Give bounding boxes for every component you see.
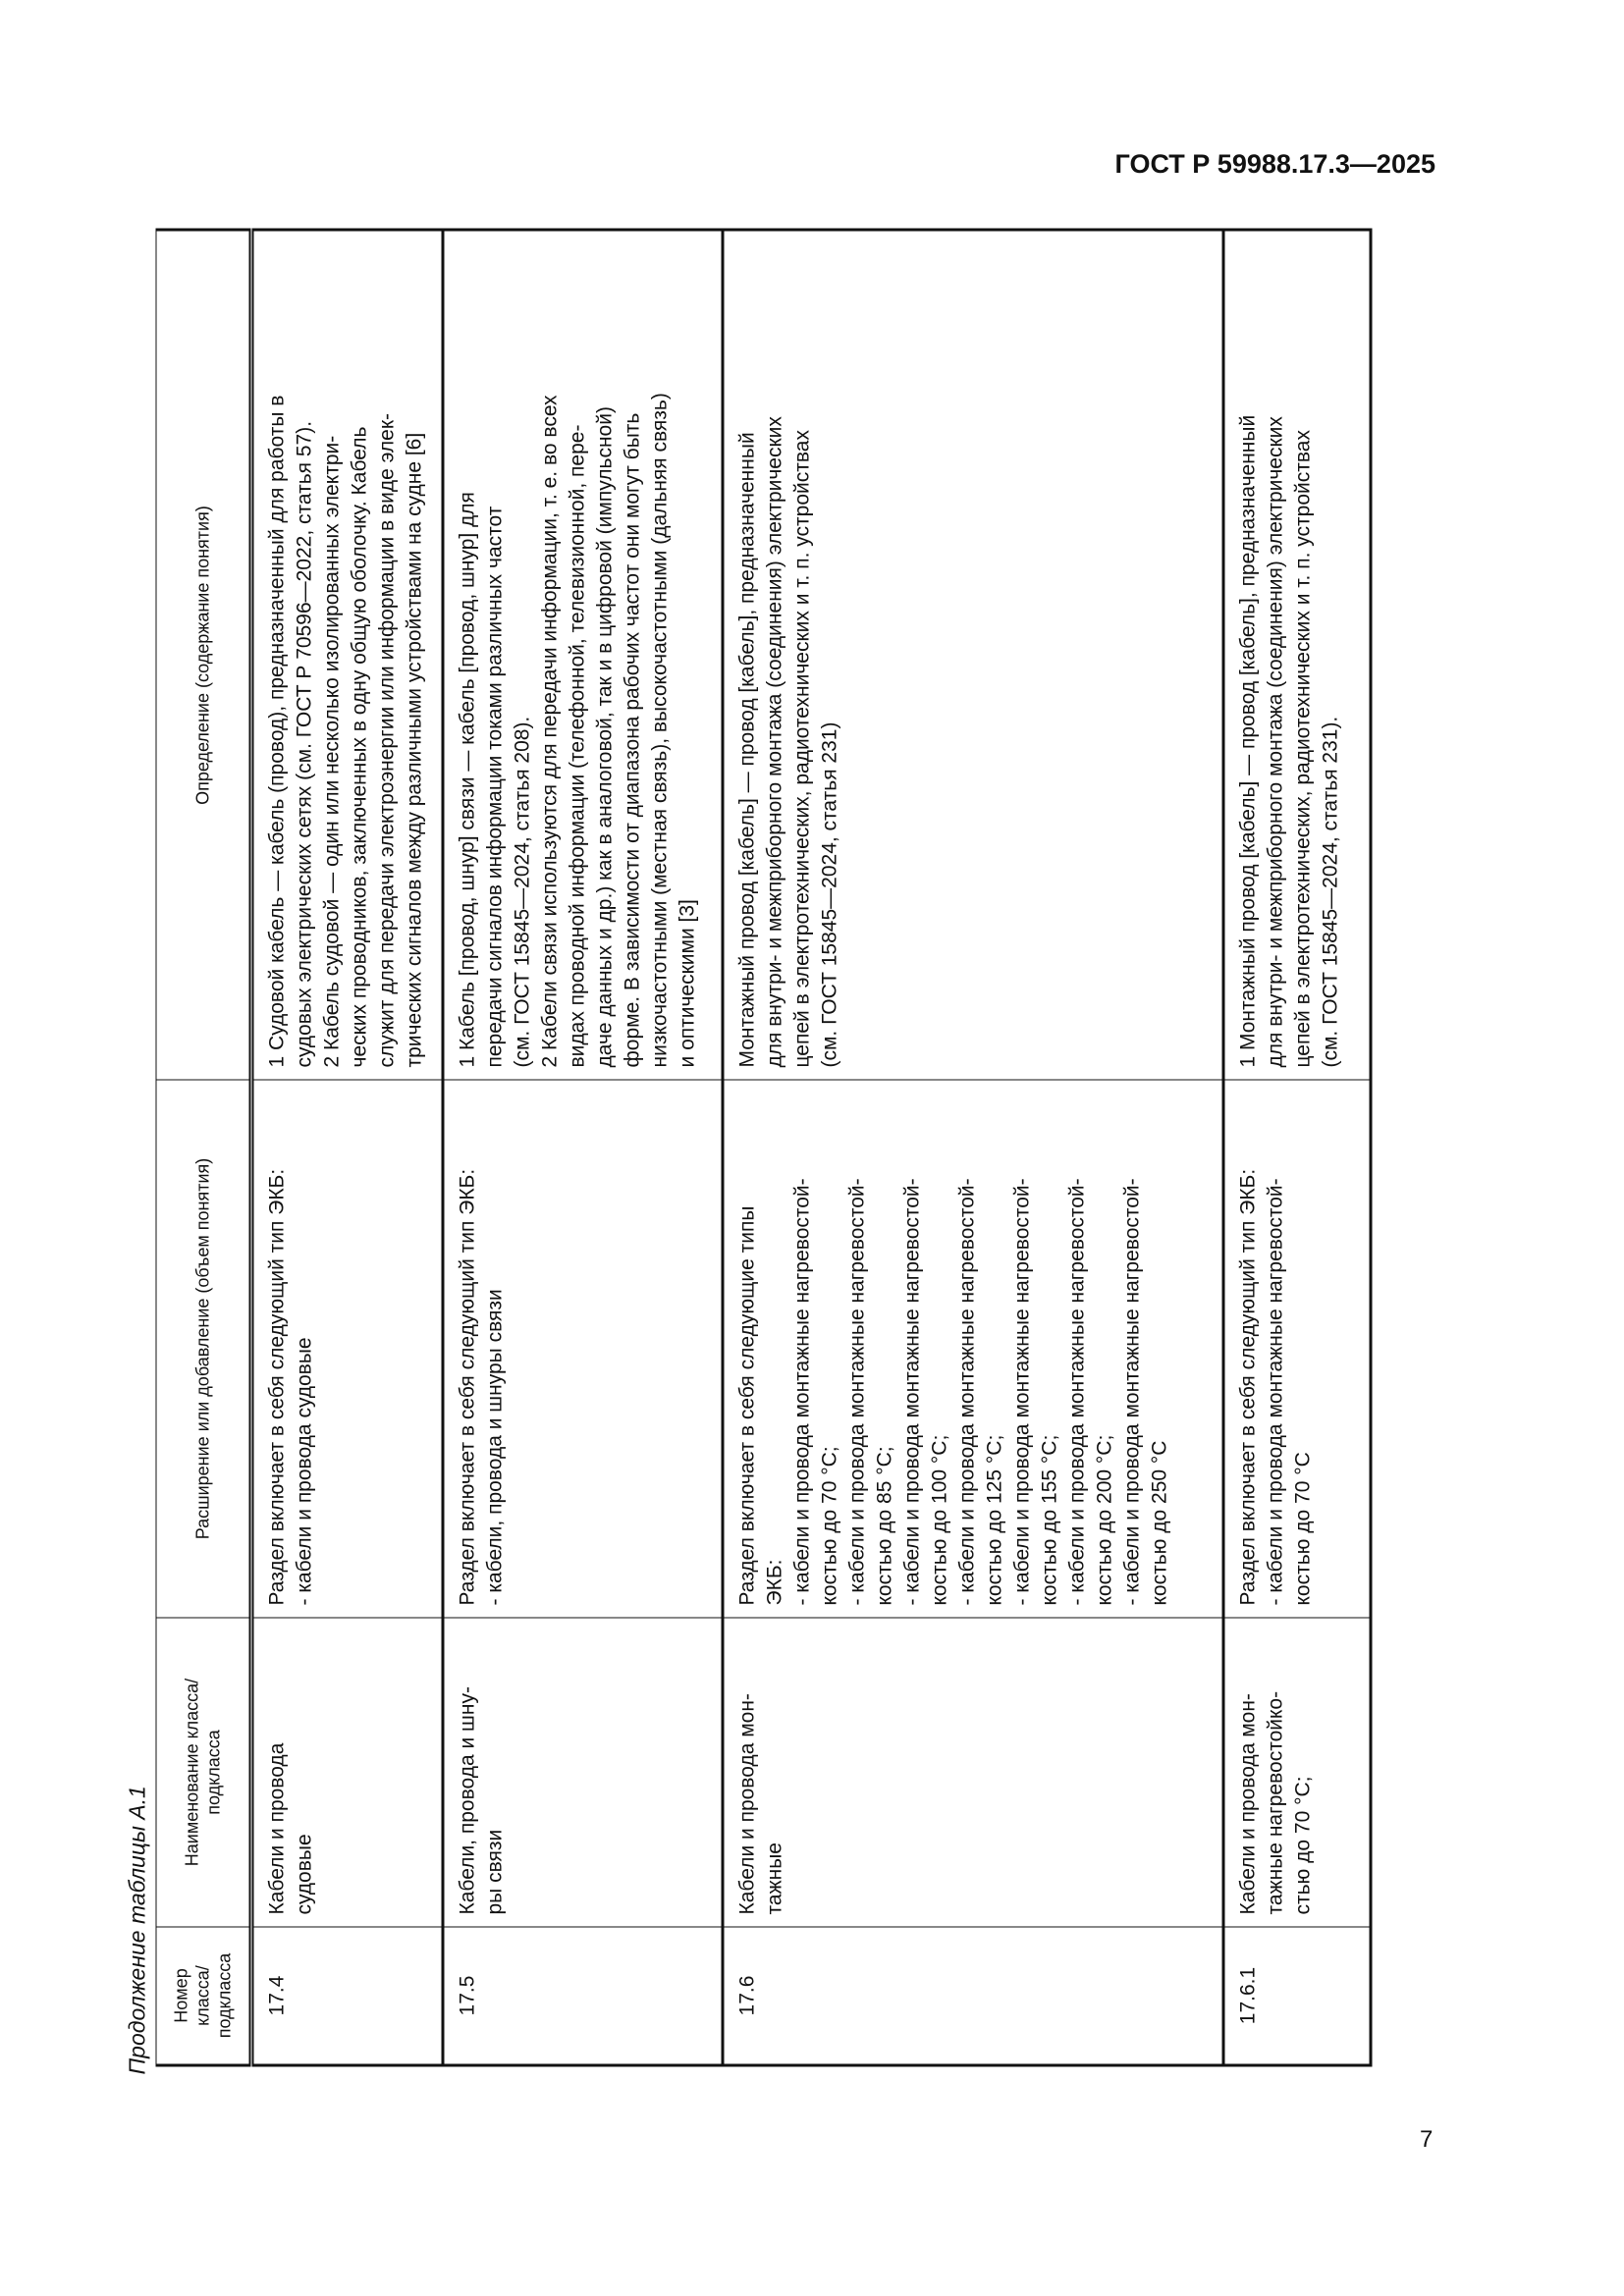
text-line: 2 Кабели связи используются для передачи информации, т. е. во всех	[538, 395, 562, 1068]
text-line: - кабели и провода монтажные нагревостой-	[1264, 1178, 1287, 1606]
text-line: костью до 100 °С;	[928, 1434, 951, 1606]
text-line: (см. ГОСТ 15845—2024, статья 231).	[1319, 716, 1342, 1068]
text-line: судовых электрических сетях (см. ГОСТ Р 70596—2022, статья 57).	[293, 420, 316, 1068]
text-line: видах проводной информации (телефонной, телевизионной, пере-	[566, 424, 589, 1068]
text-line: тажные	[763, 1842, 786, 1915]
text-line: ры связи	[483, 1829, 507, 1915]
text-line: костью до 85 °С;	[873, 1446, 896, 1606]
cell-definition	[251, 230, 443, 1080]
text-line: Кабели, провода и шну-	[456, 1686, 479, 1915]
cell-scope	[723, 1080, 1223, 1618]
text-line: - кабели и провода монтажные нагревостой-	[1120, 1178, 1144, 1606]
text-line: ческих проводников, заключенных в одну общую оболочку. Кабель	[348, 426, 371, 1068]
text-line: костью до 200 °С;	[1093, 1434, 1116, 1606]
cell-class-number: 17.5	[443, 1927, 723, 2065]
text-line: Раздел включает в себя следующий тип ЭКБ:	[265, 1168, 289, 1606]
table-header-row	[156, 230, 251, 2065]
text-line: - кабели и провода монтажные нагревостой-	[1010, 1178, 1034, 1606]
text-line: 1 Монтажный провод [кабель] — провод [кабель], предназначенный	[1236, 414, 1260, 1068]
text-line: и оптическими [3]	[676, 899, 699, 1068]
text-line: (см. ГОСТ 15845—2024, статья 208).	[511, 716, 534, 1068]
text-line: костью до 70 °С;	[818, 1446, 841, 1606]
text-line: стью до 70 °С;	[1291, 1776, 1315, 1915]
text-line: - кабели, провода и шнуры связи	[483, 1289, 507, 1606]
text-line: - кабели и провода монтажные нагревостой-	[1065, 1178, 1089, 1606]
cell-class-number: 17.6.1	[1223, 1927, 1371, 2065]
text-line: форме. В зависимости от диапазона рабочих частот они могут быть	[621, 412, 644, 1068]
cell-class-name	[251, 1618, 443, 1927]
text-line: Монтажный провод [кабель] — провод [кабель], предназначенный	[735, 432, 759, 1068]
text-line: даче данных и др.) как в аналоговой, так и в цифровой (импульсной)	[593, 406, 617, 1068]
header-class-number	[156, 1927, 251, 2065]
text-line: (см. ГОСТ 15845—2024, статья 231)	[818, 721, 841, 1068]
text-line: тажные нагревостойко-	[1264, 1690, 1287, 1915]
text-line: передачи сигналов информации токами различных частот	[483, 506, 507, 1068]
table-row	[723, 230, 1223, 2065]
text-line: - кабели и провода монтажные нагревостой-	[845, 1178, 869, 1606]
text-line: костью до 125 °С;	[983, 1434, 1006, 1606]
text-line: цепей в электротехнических, радиотехнических и т. п. устройствах	[1291, 430, 1315, 1068]
page-number: 7	[1420, 2126, 1434, 2153]
text-line: 1 Судовой кабель — кабель (провод), предназначенный для работы в	[265, 395, 289, 1068]
text-line: Раздел включает в себя следующий тип ЭКБ:	[456, 1168, 479, 1606]
classification-table-wrapper	[156, 232, 1371, 2067]
cell-definition	[443, 230, 723, 1080]
text-line: - кабели и провода монтажные нагревостой-	[790, 1178, 814, 1606]
text-line: судовые	[293, 1834, 316, 1915]
text-line: Определение (содержание понятия)	[192, 506, 213, 805]
text-line: 2 Кабель судовой — один или несколько изолированных электри-	[320, 435, 344, 1068]
text-line: - кабели и провода монтажные нагревостой-	[900, 1178, 924, 1606]
text-line: Кабели и провода мон-	[1236, 1693, 1260, 1915]
classification-table	[156, 229, 1373, 2067]
text-line: цепей в электротехнических, радиотехнических и т. п. устройствах	[790, 430, 814, 1068]
table-row	[443, 230, 723, 2065]
text-line: Раздел включает в себя следующий тип ЭКБ:	[1236, 1168, 1260, 1606]
cell-scope	[251, 1080, 443, 1618]
text-line: Номер	[171, 1968, 191, 2023]
text-line: трических сигналов между различными устройствами на судне [6]	[403, 432, 426, 1068]
text-line: Кабели и провода	[265, 1742, 289, 1915]
text-line: Расширение или добавление (объем понятия)	[192, 1157, 213, 1540]
header-definition	[156, 230, 251, 1080]
text-line: костью до 155 °С;	[1038, 1434, 1061, 1606]
cell-class-name	[1223, 1618, 1371, 1927]
text-line: 1 Кабель [провод, шнур] связи — кабель [провод, шнур] для	[456, 492, 479, 1068]
cell-class-name	[723, 1618, 1223, 1927]
text-line: Наименование класса/	[182, 1678, 202, 1867]
text-line: подкласса	[203, 1730, 224, 1815]
cell-scope	[1223, 1080, 1371, 1618]
text-line: - кабели и провода монтажные нагревостой-	[955, 1178, 979, 1606]
text-line: для внутри- и межприборного монтажа (соединения) электрических	[763, 416, 786, 1068]
text-line: служит для передачи электроэнергии или информации в виде элек-	[375, 412, 399, 1068]
cell-class-name	[443, 1618, 723, 1927]
text-line: низкочастотными (местная связь), высокочастотными (дальняя связь)	[648, 393, 672, 1068]
header-class-name	[156, 1618, 251, 1927]
table-row	[251, 230, 443, 2065]
text-line: Раздел включает в себя следующие типы	[735, 1205, 759, 1606]
text-line: костью до 250 °С	[1148, 1440, 1171, 1606]
text-line: костью до 70 °С	[1291, 1452, 1315, 1606]
header-scope	[156, 1080, 251, 1618]
table-caption: Продолжение таблицы А.1	[124, 1786, 150, 2075]
cell-definition	[1223, 230, 1371, 1080]
text-line: Кабели и провода мон-	[735, 1693, 759, 1915]
cell-definition	[723, 230, 1223, 1080]
cell-class-number: 17.6	[723, 1927, 1223, 2065]
text-line: ЭКБ:	[763, 1559, 786, 1606]
cell-scope	[443, 1080, 723, 1618]
text-line: класса/	[192, 1965, 213, 2026]
table-row	[1223, 230, 1371, 2065]
document-code: ГОСТ Р 59988.17.3—2025	[1114, 149, 1435, 179]
text-line: для внутри- и межприборного монтажа (соединения) электрических	[1264, 416, 1287, 1068]
text-line: - кабели и провода судовые	[293, 1337, 316, 1606]
text-line: подкласса	[214, 1952, 235, 2039]
cell-class-number: 17.4	[251, 1927, 443, 2065]
